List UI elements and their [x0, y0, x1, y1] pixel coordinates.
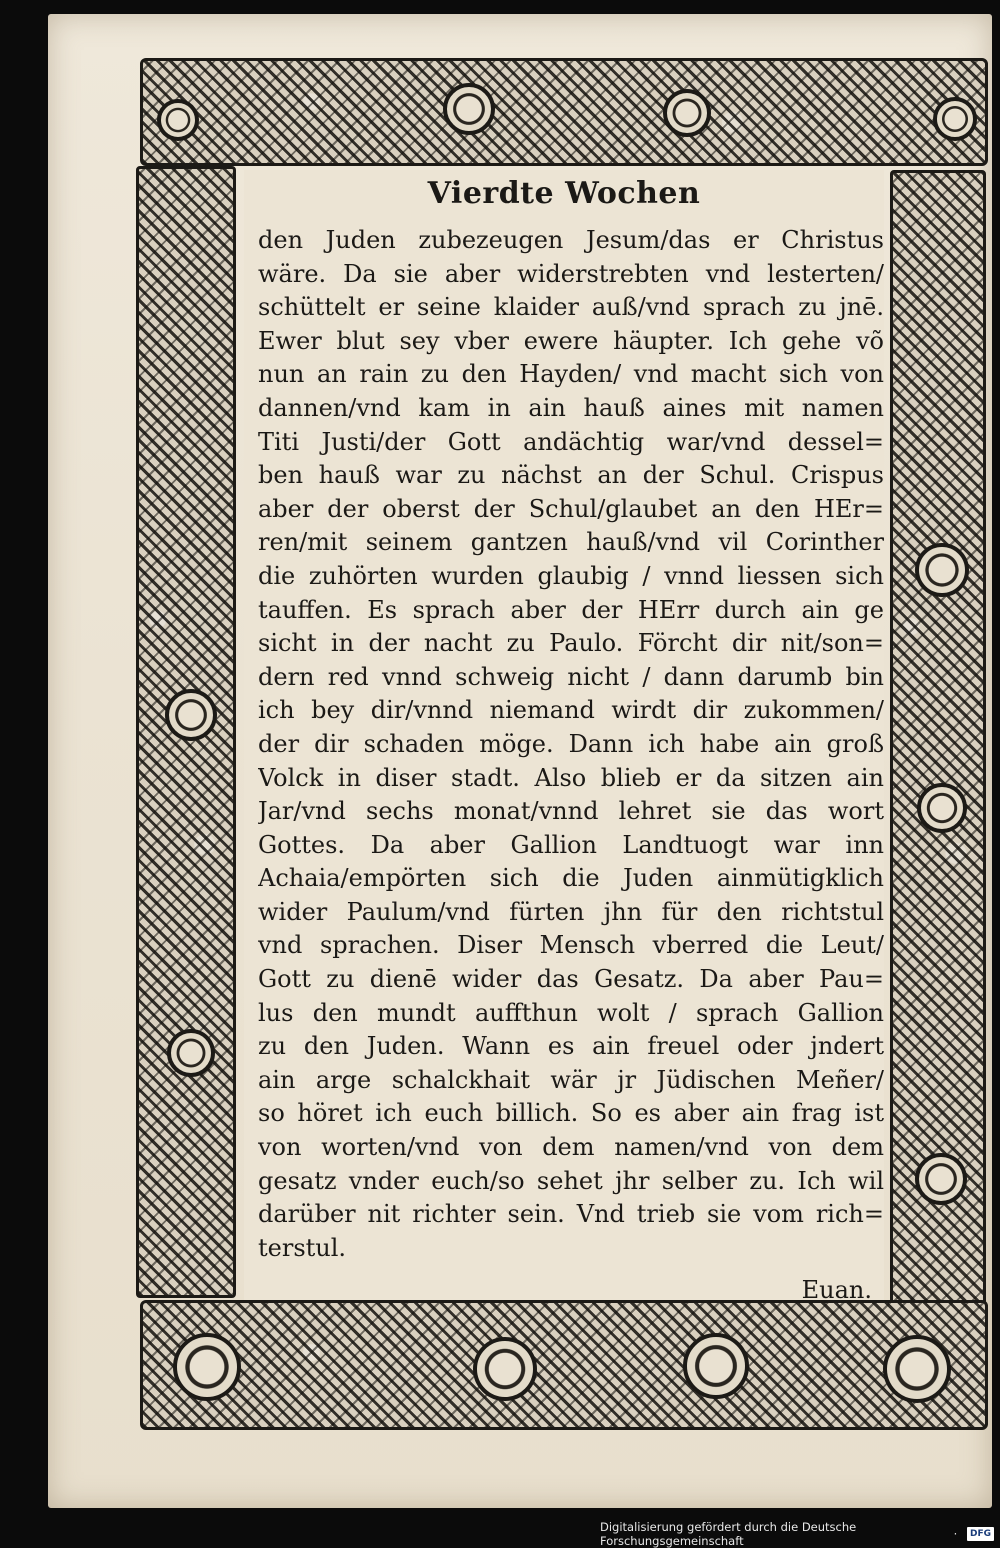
border-ornament	[157, 99, 199, 141]
border-ornament	[883, 1335, 951, 1403]
border-ornament	[663, 89, 711, 137]
text-line: nun an rain zu den Hayden/ vnd macht sich von	[258, 360, 884, 389]
text-line: Ewer blut sey vber ewere häupter. Ich gehe võ	[258, 326, 884, 355]
text-line: von worten/vnd von dem namen/vnd von dem	[258, 1133, 884, 1162]
dfg-logo-icon: DFG	[967, 1527, 994, 1541]
text-block	[244, 170, 884, 1304]
border-ornament	[933, 97, 977, 141]
text-line: den Juden zubezeugen Jesum/das er Christus	[258, 226, 884, 254]
text-line: sicht in der nacht zu Paulo. Förcht dir nit/son=	[258, 629, 884, 658]
woodcut-border-right	[890, 170, 986, 1310]
text-line: gesatz vnder euch/so sehet jhr selber zu. Ich wil	[258, 1166, 884, 1195]
text-line: wäre. Da sie aber widerstrebten vnd lesterten/	[258, 259, 884, 288]
border-ornament	[473, 1337, 537, 1401]
text-line: Volck in diser stadt. Also blieb er da sitzen ain	[258, 763, 884, 792]
text-line: ich bey dir/vnnd niemand wirdt dir zukommen/	[258, 696, 884, 725]
text-line: Achaia/empörten sich die Juden ainmütigklich	[258, 864, 884, 893]
text-line: ren/mit seinem gantzen hauß/vnd vil Corinther	[258, 528, 884, 557]
separator-dot: ·	[950, 1527, 961, 1541]
running-head: Vierdte Wochen	[427, 176, 701, 211]
woodcut-border-left	[136, 166, 236, 1298]
text-line: Gott zu dienē wider das Gesatz. Da aber Pau=	[258, 965, 884, 994]
text-line: dern red vnnd schweig nicht / dann darumb bin	[258, 662, 884, 691]
text-line: darüber nit richter sein. Vnd trieb sie vom rich=	[258, 1200, 884, 1229]
border-ornament	[683, 1333, 749, 1399]
border-ornament	[915, 543, 969, 597]
border-ornament	[917, 783, 967, 833]
catchword: Euan.	[801, 1276, 872, 1304]
body-text	[258, 224, 884, 1265]
text-line: aber der oberst der Schul/glaubet an den HEr=	[258, 494, 884, 523]
text-line: dannen/vnd kam in ain hauß aines mit namen	[258, 393, 884, 422]
text-line: so höret ich euch billich. So es aber ain frag ist	[258, 1099, 884, 1128]
text-line: ain arge schalckhait wär jr Jüdischen Meñer/	[258, 1065, 884, 1094]
text-line: vnd sprachen. Diser Mensch vberred die Leut/	[258, 931, 884, 960]
border-ornament	[915, 1153, 967, 1205]
border-ornament	[443, 83, 495, 135]
text-line: terstul.	[258, 1233, 347, 1262]
text-line: die zuhörten wurden glaubig / vnnd liessen sich	[258, 561, 884, 590]
text-line: schüttelt er seine klaider auß/vnd sprach zu jnē.	[258, 293, 884, 322]
border-ornament	[165, 689, 217, 741]
text-line: lus den mundt auffthun wolt / sprach Gallion	[258, 998, 884, 1027]
text-line: Jar/vnd sechs monat/vnnd lehret sie das wort	[258, 797, 884, 826]
text-line: tauffen. Es sprach aber der HErr durch ain ge	[258, 595, 884, 624]
funding-credit	[600, 1520, 994, 1548]
border-ornament	[173, 1333, 241, 1401]
funding-text: Digitalisierung gefördert durch die Deutsche Forschungsgemeinschaft	[600, 1520, 857, 1548]
text-line: der dir schaden möge. Dann ich habe ain groß	[258, 729, 884, 758]
text-line: Titi Justi/der Gott andächtig war/vnd dessel=	[258, 427, 884, 456]
woodcut-border-top	[140, 58, 988, 166]
border-ornament	[167, 1029, 215, 1077]
woodcut-border-bottom	[140, 1300, 988, 1430]
text-line: zu den Juden. Wann es ain freuel oder jndert	[258, 1032, 884, 1061]
text-line: ben hauß war zu nächst an der Schul. Crispus	[258, 461, 884, 490]
text-line: Gottes. Da aber Gallion Landtuogt war inn	[258, 830, 884, 859]
text-line: wider Paulum/vnd fürten jhn für den richtstul	[258, 897, 884, 926]
